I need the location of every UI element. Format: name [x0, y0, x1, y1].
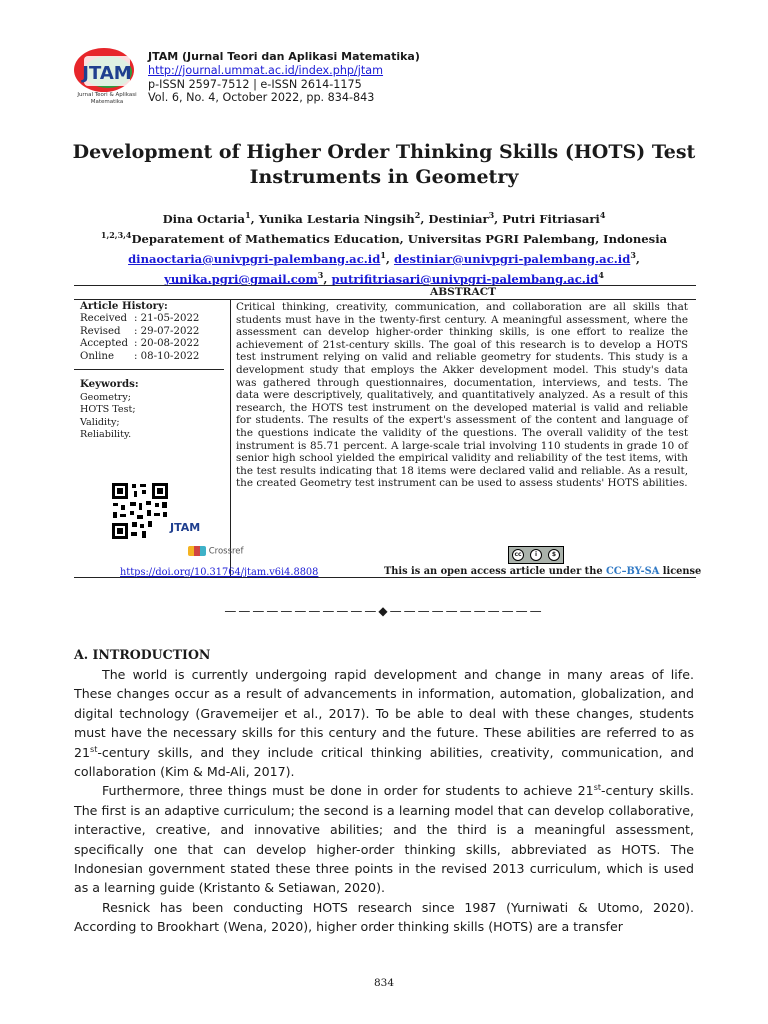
section-divider: ———————————◆———————————: [224, 604, 544, 618]
license-link[interactable]: CC–BY-SA: [605, 566, 660, 577]
email-link[interactable]: destiniar@univpgri-palembang.ac.id: [393, 251, 631, 266]
crossref-badge[interactable]: [188, 546, 244, 557]
sa-icon: $: [548, 549, 560, 561]
keyword-item: HOTS Test;: [80, 404, 136, 416]
crossref-label: Crossref: [208, 546, 244, 557]
history-row: Accepted : 20-08-2022: [80, 338, 200, 350]
keyword-item: Geometry;: [80, 392, 131, 403]
article-history: [80, 313, 199, 363]
author-names: Dina Octaria$^1$, Yunika Lestaria Ningsih$^2$, Destiniar$^3$, Putri Fitriasari$^4$: [162, 210, 606, 226]
qr-jtam-tag: JTAM: [170, 521, 201, 534]
author-emails-1: $dinaoctaria@univpgri-palembang.ac.id^1$, $destiniar@univpgri-palembang.ac.id^3$,: [128, 249, 640, 266]
article-info-box: [74, 285, 696, 581]
license-statement: This is an open access article under the CC–BY-SA license: [384, 566, 702, 577]
keyword-item: Reliability.: [80, 429, 132, 441]
doi-link[interactable]: https://doi.org/10.31764/jtam.v6i4.8808: [120, 567, 319, 578]
title-line-2: Instruments in Geometry: [249, 166, 519, 188]
title-line-1: Development of Higher Order Thinking Skills (HOTS) Test: [72, 141, 696, 163]
logo-caption-1: Jurnal Teori & Aplikasi: [77, 92, 137, 98]
email-link[interactable]: putrifitriasari@univpgri-palembang.ac.id: [331, 271, 599, 286]
keywords-list: [80, 392, 136, 442]
author-emails-2: yunika.pgri@gmail.com$^3$, $putrifitriasari@univpgri-palembang.ac.id^4$: [164, 269, 604, 286]
paragraph: The world is currently undergoing rapid development and change in many areas of life. These changes occur as a result of advancements in information, automation, globalization, and digital technology (Gravemeijer et al., 2017). To be able to deal with these changes, students must have the necessary skills for this century and the future. These abilities are referred to as 21st-century skills, and they include critical thinking abilities, creativity, communication, and collaboration (Kim & Md-Ali, 2017).: [74, 667, 694, 780]
history-row: Revised : 29-07-2022: [80, 325, 200, 337]
keywords-title: Keywords:: [80, 378, 139, 390]
journal-name: JTAM (Jurnal Teori dan Aplikasi Matematika): [148, 50, 420, 63]
authors-block: [40, 207, 728, 286]
affiliation: $^{1,2,3,4}$Deparatement of Mathematics Education, Universitas PGRI Palembang, Indonesia: [100, 229, 668, 246]
abstract-title: ABSTRACT: [429, 286, 497, 298]
history-row: Online : 08-10-2022: [80, 350, 200, 362]
crossref-icon: [188, 546, 206, 556]
journal-url-link[interactable]: http://journal.ummat.ac.id/index.php/jtam: [148, 63, 384, 77]
page-number: 834: [373, 977, 395, 989]
paragraph: Furthermore, three things must be done in order for students to achieve 21st-century skills. The first is an adaptive curriculum; the second is a learning model that can develop collaborative, interactive, creative, and innovative abilities; and the third is a meaningful assessment, specifically one that can develop higher-order thinking skills, abbreviated as HOTS. The Indonesian government stated these three points in the revised 2013 curriculum, which is used as a learning guide (Kristanto & Setiawan, 2020).: [74, 783, 694, 896]
article-history-title: Article History:: [80, 300, 168, 312]
email-link[interactable]: dinaoctaria@univpgri-palembang.ac.id: [128, 251, 381, 266]
paragraph: Resnick has been conducting HOTS research since 1987 (Yurniwati & Utomo, 2020). According to Brookhart (Wena, 2020), higher order thinking skills (HOTS) are a transfer: [74, 899, 694, 935]
journal-logo: [70, 46, 144, 108]
author-name: Destiniar: [428, 211, 489, 226]
paper-title: [40, 140, 728, 190]
email-link[interactable]: yunika.pgri@gmail.com: [164, 271, 318, 286]
author-name: Putri Fitriasari: [502, 211, 600, 226]
by-icon: i: [530, 549, 542, 561]
cc-by-sa-badge[interactable]: [508, 546, 564, 564]
introduction-body: [74, 665, 694, 937]
volume-info: Vol. 6, No. 4, October 2022, pp. 834-843: [148, 91, 375, 105]
issn: p-ISSN 2597-7512 | e-ISSN 2614-1175: [148, 77, 362, 91]
meta-separator: [74, 369, 224, 370]
history-row: Received : 21-05-2022: [80, 313, 200, 324]
article-meta-column: [74, 285, 224, 577]
logo-caption-2: Matematika: [90, 99, 124, 105]
section-heading: A. INTRODUCTION: [74, 647, 211, 662]
abstract-text: Critical thinking, creativity, communication, and collaboration are all skills that students must have in the twenty-first century. A meaningful assessment, where the assessment can develop higher-order thinking skills, is one effort to realize the achievement of 21st-century skills. The goal of this research is to develop a HOTS test instrument relying on valid and reliable geometry for students. This study is a development study that employs the Akker development model. This study's data was gathered through questionnaires, documentation, interviews, and tests. The data were descriptively, qualitatively, and quantitatively analyzed. As a result of this research, the HOTS test instrument on the developed material is valid and reliable for students. The results of the expert's assessment of the content and language of the questions indicate the validity of the questions. The overall validity of the test instrument is 85.71 percent. A large-scale trial involving 110 students in grade 10 of senior high school yielded the empirical validity and reliability of the test items, with the test results indicating that 18 items were declared valid and reliable. As a result, the created Geometry test instrument can be used to assess students' HOTS abilities.: [236, 301, 688, 490]
keyword-item: Validity;: [80, 416, 120, 428]
qr-code[interactable]: [110, 481, 170, 541]
journal-info: [148, 50, 420, 105]
column-divider: [230, 299, 231, 577]
logo-text: JTAM: [82, 63, 132, 84]
author-name: Dina Octaria: [162, 211, 246, 226]
author-name: Yunika Lestaria Ningsih: [258, 211, 415, 226]
cc-icon: cc: [512, 549, 524, 561]
